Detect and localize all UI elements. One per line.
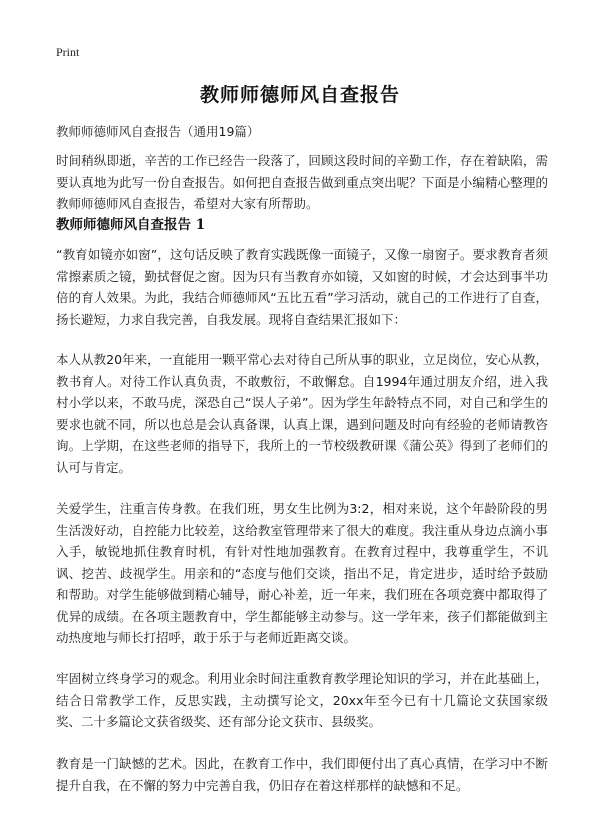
body-paragraph: 关爱学生，注重言传身教。在我们班，男女生比例为3:2，相对来说，这个年龄阶段的男生活泼好动，自控能力比较差，这给教室管理带来了很大的难度。我注重从身边点滴小事入手，敏锐地抓住教育时机，有针对性地加强教育。在教育过程中，我尊重学生，不讥讽、挖苦、歧视学生。用亲和的“态度与他们交谈，指出不足，肯定进步，适时给予鼓励和帮助。对学生能够做到精心辅导，耐心补差，近一年来，我们班在各项竞赛中都取得了优异的成绩。在各项主题教育中，学生都能够主动参与。这一学年来，孩子们都能做到主动热度地与师长打招呼，敢于乐于与老师近距离交谈。 xyxy=(56,501,548,645)
body-paragraph: 本人从教20年来，一直能用一颗平常心去对待自己所从事的职业，立足岗位，安心从教，教书育人。对待工作认真负责，不敢敷衍，不敢懈怠。自1994年通过朋友介绍，进入我村小学以来，不敢马虎，深恐自己“误人子弟”。因为学生年龄特点不同，对自己和学生的要求也就不同，所以也总是会认真备课，认真上课，遇到问题及时向有经验的老师请教咨询。上学期，在这些老师的指导下，我所上的一节校级教研课《蒲公英》得到了老师们的认可与肯定。 xyxy=(56,352,548,475)
body-paragraph: 教育是一门缺憾的艺术。因此，在教育工作中，我们即便付出了真心真情，在学习中不断提升自我，在不懈的努力中完善自我，仍旧存在着这样那样的缺憾和不足。 xyxy=(56,756,548,793)
document-subtitle: 教师师德师风自查报告（通用19篇） xyxy=(56,124,260,139)
section-heading: 教师师德师风自查报告 1 xyxy=(56,217,206,233)
body-paragraph: “教育如镜亦如窗”，这句话反映了教育实践既像一面镜子，又像一扇窗子。要求教育者须常擦素质之镜，勤拭督促之窗。因为只有当教育亦如镜，又如窗的时候，才会达到事半功倍的育人效果。为此，我结合师德师风“五比五看”学习活动，就自己的工作进行了自查，扬长避短，力求自我完善，自我发展。现将自查结果汇报如下： xyxy=(56,247,548,327)
print-link[interactable]: Print xyxy=(56,45,80,59)
body-paragraph: 牢固树立终身学习的观念。利用业余时间注重教育教学理论知识的学习，并在此基础上，结合日常教学工作，反思实践，主动撰写论文，20xx年至今已有十几篇论文获国家级奖、二十多篇论文获省级奖、还有部分论文获市、县级奖。 xyxy=(56,671,548,729)
document-title: 教师师德师风自查报告 xyxy=(199,84,400,106)
intro-paragraph: 时间稍纵即逝，辛苦的工作已经告一段落了，回顾这段时间的辛勤工作，存在着缺陷，需要认真地为此写一份自查报告。如何把自查报告做到重点突出呢？下面是小编精心整理的教师师德师风自查报告，希望对大家有所帮助。 xyxy=(56,153,548,211)
